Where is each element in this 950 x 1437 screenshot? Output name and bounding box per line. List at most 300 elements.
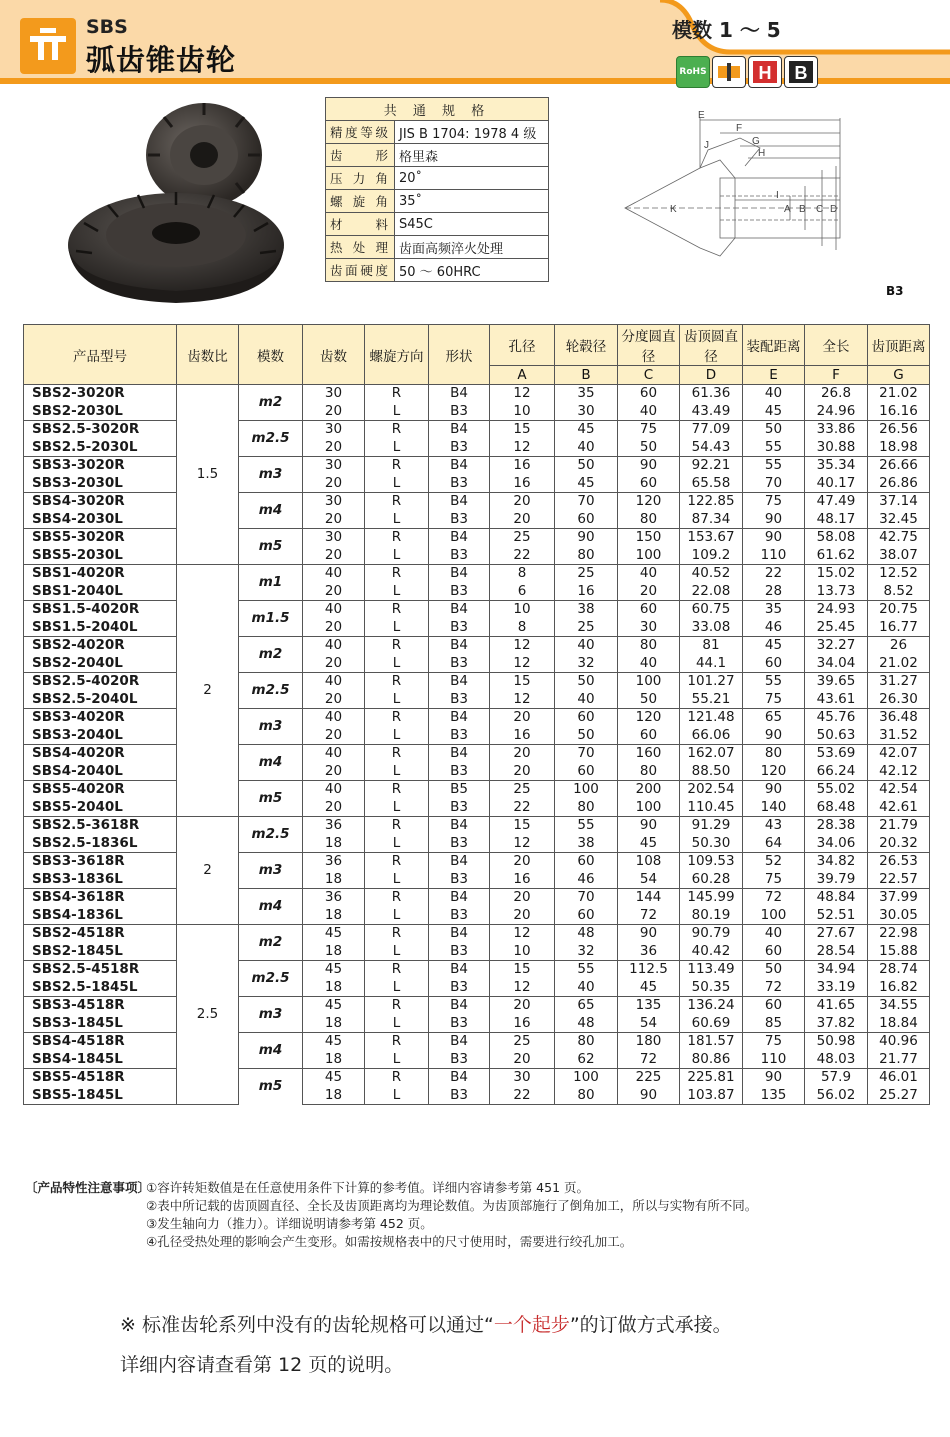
bore-cell: 20 bbox=[490, 889, 555, 907]
module-cell: m2 bbox=[239, 385, 303, 421]
table-row bbox=[24, 385, 930, 403]
svg-text:I: I bbox=[776, 190, 779, 201]
teeth-cell: 20 bbox=[303, 763, 365, 781]
length-cell: 15.02 bbox=[805, 565, 868, 583]
model-cell: SBS4-4518R bbox=[24, 1033, 177, 1051]
tip-cell: 54.43 bbox=[680, 439, 743, 457]
header-helix: 螺旋方向 bbox=[365, 325, 429, 385]
header-model: 产品型号 bbox=[24, 325, 177, 385]
mount-cell: 80 bbox=[743, 745, 805, 763]
pitch-cell: 40 bbox=[618, 655, 680, 673]
mount-cell: 60 bbox=[743, 943, 805, 961]
pitch-cell: 100 bbox=[618, 799, 680, 817]
teeth-cell: 36 bbox=[303, 853, 365, 871]
mount-cell: 110 bbox=[743, 1051, 805, 1069]
tip-cell: 33.08 bbox=[680, 619, 743, 637]
crown-cell: 16.16 bbox=[868, 403, 930, 421]
model-cell: SBS4-3020R bbox=[24, 493, 177, 511]
hub-cell: 60 bbox=[555, 709, 618, 727]
tip-cell: 90.79 bbox=[680, 925, 743, 943]
model-cell: SBS5-2040L bbox=[24, 799, 177, 817]
subheader: F bbox=[805, 366, 868, 385]
crown-cell: 42.54 bbox=[868, 781, 930, 799]
teeth-cell: 45 bbox=[303, 961, 365, 979]
shape-cell: B4 bbox=[429, 709, 490, 727]
shape-cell: B4 bbox=[429, 817, 490, 835]
bore-cell: 16 bbox=[490, 727, 555, 745]
shape-cell: B4 bbox=[429, 529, 490, 547]
mount-cell: 55 bbox=[743, 673, 805, 691]
module-cell: m3 bbox=[239, 997, 303, 1033]
module-cell: m5 bbox=[239, 529, 303, 565]
helix-cell: R bbox=[365, 853, 429, 871]
shape-cell: B4 bbox=[429, 565, 490, 583]
mount-cell: 50 bbox=[743, 961, 805, 979]
length-cell: 66.24 bbox=[805, 763, 868, 781]
mount-cell: 65 bbox=[743, 709, 805, 727]
shape-cell: B4 bbox=[429, 601, 490, 619]
table-row bbox=[24, 727, 930, 745]
table-row bbox=[24, 619, 930, 637]
footer-line-2: 详细内容请查看第 12 页的说明。 bbox=[120, 1354, 404, 1376]
teeth-cell: 40 bbox=[303, 565, 365, 583]
rohs-icon: RoHS bbox=[676, 56, 710, 88]
table-row bbox=[24, 745, 930, 763]
length-cell: 58.08 bbox=[805, 529, 868, 547]
header-module: 模数 bbox=[239, 325, 303, 385]
table-row bbox=[24, 1069, 930, 1087]
teeth-cell: 30 bbox=[303, 493, 365, 511]
helix-cell: L bbox=[365, 619, 429, 637]
tip-cell: 77.09 bbox=[680, 421, 743, 439]
pitch-cell: 72 bbox=[618, 907, 680, 925]
pitch-cell: 135 bbox=[618, 997, 680, 1015]
svg-text:C: C bbox=[816, 204, 824, 215]
teeth-cell: 20 bbox=[303, 511, 365, 529]
hub-cell: 70 bbox=[555, 493, 618, 511]
shape-cell: B3 bbox=[429, 979, 490, 997]
crown-cell: 30.05 bbox=[868, 907, 930, 925]
mount-cell: 40 bbox=[743, 385, 805, 403]
pitch-cell: 180 bbox=[618, 1033, 680, 1051]
mount-cell: 43 bbox=[743, 817, 805, 835]
bore-cell: 15 bbox=[490, 673, 555, 691]
teeth-cell: 45 bbox=[303, 925, 365, 943]
shape-cell: B4 bbox=[429, 961, 490, 979]
pitch-cell: 120 bbox=[618, 709, 680, 727]
model-cell: SBS2.5-1836L bbox=[24, 835, 177, 853]
mount-cell: 90 bbox=[743, 1069, 805, 1087]
crown-cell: 26.56 bbox=[868, 421, 930, 439]
tip-cell: 88.50 bbox=[680, 763, 743, 781]
tip-cell: 92.21 bbox=[680, 457, 743, 475]
pitch-cell: 60 bbox=[618, 601, 680, 619]
pitch-cell: 30 bbox=[618, 619, 680, 637]
bore-cell: 12 bbox=[490, 979, 555, 997]
table-row bbox=[24, 439, 930, 457]
hub-cell: 40 bbox=[555, 439, 618, 457]
shape-cell: B3 bbox=[429, 583, 490, 601]
spec-label: 齿 形 bbox=[326, 144, 395, 167]
teeth-cell: 18 bbox=[303, 979, 365, 997]
tip-cell: 22.08 bbox=[680, 583, 743, 601]
hub-cell: 70 bbox=[555, 889, 618, 907]
bore-cell: 12 bbox=[490, 655, 555, 673]
svg-text:B: B bbox=[799, 204, 806, 215]
pitch-cell: 100 bbox=[618, 547, 680, 565]
crown-cell: 15.88 bbox=[868, 943, 930, 961]
model-cell: SBS2-3020R bbox=[24, 385, 177, 403]
helix-cell: L bbox=[365, 691, 429, 709]
table-row bbox=[24, 835, 930, 853]
length-cell: 47.49 bbox=[805, 493, 868, 511]
model-cell: SBS3-3618R bbox=[24, 853, 177, 871]
table-row bbox=[24, 1087, 930, 1105]
spec-label: 螺旋角 bbox=[326, 190, 395, 213]
crown-cell: 21.77 bbox=[868, 1051, 930, 1069]
note-item: ④孔径受热处理的影响会产生变形。如需按规格表中的尺寸使用时，需要进行绞孔加工。 bbox=[146, 1234, 633, 1249]
length-cell: 50.98 bbox=[805, 1033, 868, 1051]
crown-cell: 25.27 bbox=[868, 1087, 930, 1105]
length-cell: 68.48 bbox=[805, 799, 868, 817]
bore-cell: 16 bbox=[490, 457, 555, 475]
length-cell: 35.34 bbox=[805, 457, 868, 475]
tip-cell: 40.52 bbox=[680, 565, 743, 583]
model-cell: SBS2.5-3618R bbox=[24, 817, 177, 835]
hub-cell: 100 bbox=[555, 1069, 618, 1087]
shape-cell: B4 bbox=[429, 457, 490, 475]
teeth-cell: 40 bbox=[303, 745, 365, 763]
module-cell: m2 bbox=[239, 925, 303, 961]
pitch-cell: 100 bbox=[618, 673, 680, 691]
tip-cell: 87.34 bbox=[680, 511, 743, 529]
shape-cell: B4 bbox=[429, 385, 490, 403]
bore-cell: 20 bbox=[490, 493, 555, 511]
hub-cell: 55 bbox=[555, 817, 618, 835]
teeth-cell: 40 bbox=[303, 709, 365, 727]
bore-cell: 12 bbox=[490, 385, 555, 403]
ratio-cell: 2.5 bbox=[177, 925, 239, 1105]
b-icon bbox=[784, 56, 818, 88]
hub-cell: 65 bbox=[555, 997, 618, 1015]
teeth-cell: 20 bbox=[303, 619, 365, 637]
helix-cell: R bbox=[365, 637, 429, 655]
pitch-cell: 80 bbox=[618, 637, 680, 655]
spec-value: 50 ～ 60HRC bbox=[395, 259, 549, 282]
model-cell: SBS4-1836L bbox=[24, 907, 177, 925]
svg-text:B: B bbox=[794, 63, 808, 83]
crown-cell: 40.96 bbox=[868, 1033, 930, 1051]
header-bore: 孔径 bbox=[490, 325, 555, 366]
header-teeth: 齿数 bbox=[303, 325, 365, 385]
mount-cell: 22 bbox=[743, 565, 805, 583]
table-row bbox=[24, 709, 930, 727]
shape-cell: B4 bbox=[429, 637, 490, 655]
model-cell: SBS3-4518R bbox=[24, 997, 177, 1015]
module-range: 模数 1 ～ 5 bbox=[672, 18, 781, 42]
svg-text:K: K bbox=[670, 204, 677, 215]
hub-cell: 60 bbox=[555, 907, 618, 925]
bore-cell: 12 bbox=[490, 925, 555, 943]
model-cell: SBS2.5-4020R bbox=[24, 673, 177, 691]
hub-cell: 40 bbox=[555, 979, 618, 997]
tip-cell: 40.42 bbox=[680, 943, 743, 961]
svg-text:G: G bbox=[752, 136, 760, 147]
tip-cell: 61.36 bbox=[680, 385, 743, 403]
teeth-cell: 18 bbox=[303, 907, 365, 925]
model-cell: SBS2-2030L bbox=[24, 403, 177, 421]
mount-cell: 64 bbox=[743, 835, 805, 853]
length-cell: 53.69 bbox=[805, 745, 868, 763]
bore-cell: 16 bbox=[490, 475, 555, 493]
shape-cell: B3 bbox=[429, 1051, 490, 1069]
table-row bbox=[24, 1015, 930, 1033]
hub-cell: 60 bbox=[555, 853, 618, 871]
table-row bbox=[24, 403, 930, 421]
hub-cell: 16 bbox=[555, 583, 618, 601]
mount-cell: 28 bbox=[743, 583, 805, 601]
note-item: ③发生轴向力（推力）。详细说明请参考第 452 页。 bbox=[146, 1216, 433, 1231]
header-ratio: 齿数比 bbox=[177, 325, 239, 385]
pitch-cell: 150 bbox=[618, 529, 680, 547]
length-cell: 57.9 bbox=[805, 1069, 868, 1087]
table-row bbox=[24, 1051, 930, 1069]
helix-cell: L bbox=[365, 511, 429, 529]
length-cell: 32.27 bbox=[805, 637, 868, 655]
crown-cell: 38.07 bbox=[868, 547, 930, 565]
teeth-cell: 40 bbox=[303, 781, 365, 799]
model-cell: SBS4-4020R bbox=[24, 745, 177, 763]
mount-cell: 100 bbox=[743, 907, 805, 925]
length-cell: 13.73 bbox=[805, 583, 868, 601]
helix-cell: R bbox=[365, 1069, 429, 1087]
shape-cell: B4 bbox=[429, 673, 490, 691]
module-cell: m4 bbox=[239, 493, 303, 529]
bore-cell: 22 bbox=[490, 547, 555, 565]
length-cell: 34.82 bbox=[805, 853, 868, 871]
teeth-cell: 30 bbox=[303, 385, 365, 403]
spec-value: 齿面高频淬火处理 bbox=[395, 236, 549, 259]
table-row bbox=[24, 655, 930, 673]
header-hub: 轮毂径 bbox=[555, 325, 618, 366]
teeth-cell: 30 bbox=[303, 529, 365, 547]
length-cell: 40.17 bbox=[805, 475, 868, 493]
mount-cell: 75 bbox=[743, 691, 805, 709]
mount-cell: 55 bbox=[743, 457, 805, 475]
teeth-cell: 18 bbox=[303, 943, 365, 961]
length-cell: 28.38 bbox=[805, 817, 868, 835]
tip-cell: 101.27 bbox=[680, 673, 743, 691]
crown-cell: 42.75 bbox=[868, 529, 930, 547]
tip-cell: 80.19 bbox=[680, 907, 743, 925]
helix-cell: L bbox=[365, 979, 429, 997]
pitch-cell: 60 bbox=[618, 385, 680, 403]
hub-cell: 32 bbox=[555, 655, 618, 673]
bore-cell: 12 bbox=[490, 835, 555, 853]
mount-cell: 90 bbox=[743, 727, 805, 745]
table-row bbox=[24, 529, 930, 547]
note-item: ①容许转矩数值是在任意使用条件下计算的参考值。详细内容请参考第 451 页。 bbox=[146, 1180, 590, 1195]
mount-cell: 60 bbox=[743, 997, 805, 1015]
shape-cell: B4 bbox=[429, 421, 490, 439]
crown-cell: 8.52 bbox=[868, 583, 930, 601]
spec-value: 格里森 bbox=[395, 144, 549, 167]
length-cell: 25.45 bbox=[805, 619, 868, 637]
length-cell: 55.02 bbox=[805, 781, 868, 799]
table-row bbox=[24, 979, 930, 997]
ratio-cell: 1.5 bbox=[177, 385, 239, 565]
hub-cell: 60 bbox=[555, 763, 618, 781]
shape-cell: B3 bbox=[429, 1015, 490, 1033]
model-cell: SBS4-2030L bbox=[24, 511, 177, 529]
spiral-bevel-gear-image bbox=[54, 95, 314, 310]
length-cell: 28.54 bbox=[805, 943, 868, 961]
module-cell: m3 bbox=[239, 853, 303, 889]
bore-cell: 16 bbox=[490, 1015, 555, 1033]
table-row bbox=[24, 943, 930, 961]
pitch-cell: 108 bbox=[618, 853, 680, 871]
model-cell: SBS2-1845L bbox=[24, 943, 177, 961]
crown-cell: 31.27 bbox=[868, 673, 930, 691]
module-cell: m2.5 bbox=[239, 421, 303, 457]
teeth-cell: 18 bbox=[303, 871, 365, 889]
length-cell: 48.17 bbox=[805, 511, 868, 529]
module-cell: m1 bbox=[239, 565, 303, 601]
teeth-cell: 18 bbox=[303, 1051, 365, 1069]
table-row bbox=[24, 673, 930, 691]
tip-cell: 225.81 bbox=[680, 1069, 743, 1087]
bore-cell: 20 bbox=[490, 907, 555, 925]
model-cell: SBS3-1836L bbox=[24, 871, 177, 889]
bore-cell: 15 bbox=[490, 961, 555, 979]
pitch-cell: 40 bbox=[618, 403, 680, 421]
hub-cell: 46 bbox=[555, 871, 618, 889]
table-row bbox=[24, 853, 930, 871]
svg-text:F: F bbox=[736, 123, 743, 134]
teeth-cell: 20 bbox=[303, 583, 365, 601]
tip-cell: 91.29 bbox=[680, 817, 743, 835]
length-cell: 45.76 bbox=[805, 709, 868, 727]
hub-cell: 62 bbox=[555, 1051, 618, 1069]
bore-cell: 8 bbox=[490, 565, 555, 583]
bore-cell: 20 bbox=[490, 745, 555, 763]
hub-cell: 40 bbox=[555, 691, 618, 709]
table-row bbox=[24, 799, 930, 817]
tip-cell: 103.87 bbox=[680, 1087, 743, 1105]
crown-cell: 12.52 bbox=[868, 565, 930, 583]
crown-cell: 31.52 bbox=[868, 727, 930, 745]
length-cell: 33.19 bbox=[805, 979, 868, 997]
helix-cell: L bbox=[365, 1087, 429, 1105]
crown-cell: 22.98 bbox=[868, 925, 930, 943]
teeth-cell: 30 bbox=[303, 421, 365, 439]
model-cell: SBS3-4020R bbox=[24, 709, 177, 727]
teeth-cell: 20 bbox=[303, 655, 365, 673]
tip-cell: 55.21 bbox=[680, 691, 743, 709]
header-length: 全长 bbox=[805, 325, 868, 366]
teeth-cell: 18 bbox=[303, 1087, 365, 1105]
crown-cell: 37.14 bbox=[868, 493, 930, 511]
teeth-cell: 30 bbox=[303, 457, 365, 475]
table-row bbox=[24, 547, 930, 565]
shape-cell: B3 bbox=[429, 439, 490, 457]
helix-cell: R bbox=[365, 745, 429, 763]
tip-cell: 162.07 bbox=[680, 745, 743, 763]
mount-cell: 110 bbox=[743, 547, 805, 565]
shape-cell: B3 bbox=[429, 727, 490, 745]
bore-cell: 20 bbox=[490, 997, 555, 1015]
shape-cell: B3 bbox=[429, 1087, 490, 1105]
teeth-cell: 40 bbox=[303, 673, 365, 691]
helix-cell: R bbox=[365, 817, 429, 835]
mount-cell: 50 bbox=[743, 421, 805, 439]
helix-cell: R bbox=[365, 421, 429, 439]
table-row bbox=[24, 475, 930, 493]
length-cell: 37.82 bbox=[805, 1015, 868, 1033]
model-cell: SBS1-4020R bbox=[24, 565, 177, 583]
pitch-cell: 80 bbox=[618, 763, 680, 781]
tip-cell: 136.24 bbox=[680, 997, 743, 1015]
helix-cell: R bbox=[365, 997, 429, 1015]
bore-cell: 22 bbox=[490, 1087, 555, 1105]
teeth-cell: 20 bbox=[303, 439, 365, 457]
crown-cell: 21.02 bbox=[868, 655, 930, 673]
mount-cell: 46 bbox=[743, 619, 805, 637]
shape-cell: B4 bbox=[429, 745, 490, 763]
table-row bbox=[24, 565, 930, 583]
ratio-cell: 2 bbox=[177, 817, 239, 925]
table-row bbox=[24, 889, 930, 907]
pitch-cell: 90 bbox=[618, 457, 680, 475]
teeth-cell: 18 bbox=[303, 835, 365, 853]
tip-cell: 65.58 bbox=[680, 475, 743, 493]
shape-cell: B4 bbox=[429, 997, 490, 1015]
model-cell: SBS5-4518R bbox=[24, 1069, 177, 1087]
table-row bbox=[24, 997, 930, 1015]
mount-cell: 55 bbox=[743, 439, 805, 457]
shape-cell: B5 bbox=[429, 781, 490, 799]
shape-cell: B3 bbox=[429, 475, 490, 493]
helix-cell: L bbox=[365, 763, 429, 781]
length-cell: 39.65 bbox=[805, 673, 868, 691]
hub-cell: 45 bbox=[555, 475, 618, 493]
svg-text:A: A bbox=[784, 204, 791, 215]
model-cell: SBS4-3618R bbox=[24, 889, 177, 907]
pitch-cell: 90 bbox=[618, 817, 680, 835]
crown-cell: 16.82 bbox=[868, 979, 930, 997]
tip-cell: 80.86 bbox=[680, 1051, 743, 1069]
helix-cell: L bbox=[365, 1015, 429, 1033]
model-cell: SBS3-1845L bbox=[24, 1015, 177, 1033]
spec-label: 精度等级 bbox=[326, 121, 395, 144]
tip-cell: 60.28 bbox=[680, 871, 743, 889]
teeth-cell: 45 bbox=[303, 1033, 365, 1051]
crown-cell: 20.32 bbox=[868, 835, 930, 853]
helix-cell: L bbox=[365, 943, 429, 961]
bore-cell: 10 bbox=[490, 403, 555, 421]
crown-cell: 21.02 bbox=[868, 385, 930, 403]
notes-title: 〔产品特性注意事项〕 bbox=[25, 1180, 151, 1195]
bore-cell: 15 bbox=[490, 817, 555, 835]
spec-value: JIS B 1704: 1978 4 级 bbox=[395, 121, 549, 144]
shape-cell: B3 bbox=[429, 907, 490, 925]
length-cell: 33.86 bbox=[805, 421, 868, 439]
hub-cell: 80 bbox=[555, 799, 618, 817]
svg-text:D: D bbox=[830, 204, 838, 215]
bore-cell: 20 bbox=[490, 1051, 555, 1069]
tip-cell: 121.48 bbox=[680, 709, 743, 727]
mount-cell: 75 bbox=[743, 871, 805, 889]
